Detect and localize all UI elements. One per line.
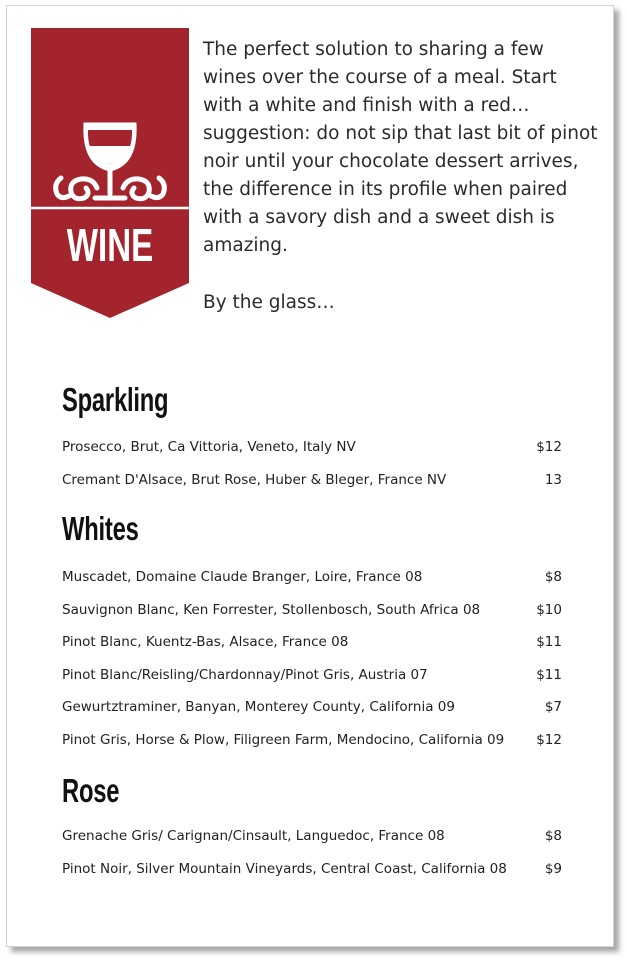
wine-price: $12	[536, 732, 562, 748]
section-title-whites: Whites	[62, 510, 139, 547]
wine-price: $11	[536, 666, 562, 683]
list-item	[62, 667, 562, 687]
wine-name: Pinot Blanc/Reisling/Chardonnay/Pinot Gris, Austria 07	[62, 666, 428, 683]
wine-banner-graphic	[31, 28, 189, 318]
wine-price: $11	[536, 634, 562, 651]
list-item	[62, 828, 562, 848]
section-title-sparkling: Sparkling	[62, 381, 169, 418]
wine-name: Sauvignon Blanc, Ken Forrester, Stollenbosch, South Africa 08	[62, 601, 481, 618]
by-the-glass-note: By the glass…	[203, 292, 335, 313]
section-title-rose: Rose	[62, 772, 120, 809]
list-item	[62, 732, 562, 752]
wine-price: $7	[544, 699, 562, 716]
wine-banner-label: WINE	[66, 219, 154, 271]
wine-name: Pinot Noir, Silver Mountain Vineyards, Central Coast, California 08	[62, 860, 507, 877]
list-item	[62, 472, 562, 492]
list-item	[62, 602, 562, 622]
wine-price: $8	[544, 828, 562, 844]
wine-name: Pinot Gris, Horse & Plow, Filigreen Farm, Mendocino, California 09	[62, 732, 505, 748]
wine-name: Gewurtztraminer, Banyan, Monterey County, California 09	[62, 699, 455, 716]
wine-price: $9	[544, 860, 562, 877]
list-item	[62, 634, 562, 654]
wine-price: 13	[544, 471, 562, 488]
wine-name: Prosecco, Brut, Ca Vittoria, Veneto, Italy NV	[62, 439, 356, 455]
list-item	[62, 569, 562, 589]
intro-text: The perfect solution to sharing a few wines over the course of a meal. Start with a white and finish with a red… suggestion: do not sip that last bit of pinot noir until your chocolate dessert arrives, the difference in its profile when paired with a savory dish and a sweet dish is amazing.	[203, 39, 598, 256]
wine-name: Muscadet, Domaine Claude Branger, Loire, France 08	[62, 569, 423, 585]
wine-price: $10	[536, 601, 562, 618]
wine-name: Cremant D'Alsace, Brut Rose, Huber & Bleger, France NV	[62, 471, 447, 488]
wine-banner	[31, 28, 189, 318]
list-item	[62, 439, 562, 459]
wine-price: $12	[536, 439, 562, 455]
wine-name: Pinot Blanc, Kuentz-Bas, Alsace, France 08	[62, 634, 349, 651]
menu-page	[6, 5, 614, 947]
list-item	[62, 699, 562, 719]
wine-price: $8	[544, 569, 562, 585]
list-item	[62, 861, 562, 881]
wine-name: Grenache Gris/ Carignan/Cinsault, Languedoc, France 08	[62, 828, 445, 844]
